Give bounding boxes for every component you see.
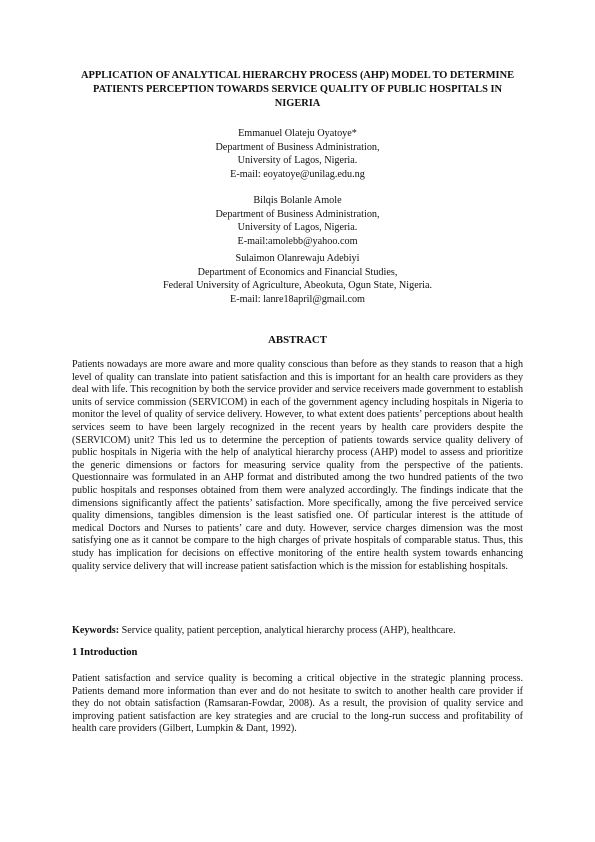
author-email: E-mail:amolebb@yahoo.com: [237, 235, 358, 247]
section-body-introduction: Patient satisfaction and service quality is becoming a critical objective in the strategic planning process. Patients demand more information than ever and do not hesitate to switch to another health care provider if they do not obtain satisfaction (Ramsaran-Fowdar, 2008). As a result, the provision of quality service and improving patient satisfaction are key strategies and are crucial to the long-run success and profitability of health care providers (Gilbert, Lumpkin & Dant, 1992).: [72, 673, 523, 735]
paper-title: APPLICATION OF ANALYTICAL HIERARCHY PROCESS (AHP) MODEL TO DETERMINE PATIENTS PERCEPTION TOWARDS SERVICE QUALITY OF PUBLIC HOSPITALS IN NIGERIA: [81, 70, 514, 109]
author-affiliation: Federal University of Agriculture, Abeokuta, Ogun State, Nigeria.: [162, 280, 433, 291]
author-block-2: [72, 194, 523, 248]
author-email: E-mail: eoyatoye@unilag.edu.ng: [230, 168, 365, 180]
author-affiliation: Department of Business Administration,: [215, 141, 380, 153]
keywords-text: Service quality, patient perception, analytical hierarchy process (AHP), healthcare.: [119, 625, 456, 636]
author-affiliation: University of Lagos, Nigeria.: [237, 155, 358, 166]
author-name: Emmanuel Olateju Oyatoye*: [238, 128, 357, 139]
author-affiliation: Department of Economics and Financial Studies,: [197, 266, 398, 278]
abstract-heading: ABSTRACT: [268, 334, 327, 346]
abstract-body: Patients nowadays are more aware and more quality conscious than before as they stands to reason that a high level of quality can translate into patient satisfaction and this is important for an health care providers as they deal with life. This recognition by both the service provider and service receivers made government to establish units of service commission (SERVICOM) in each of the government agency including hospitals in Nigeria to monitor the level of quality of service delivery. However, to what extent does patients’ perceptions about health services seem to have been largely recognized in the recent years by health care providers despite the (SERVICOM) unit? This led us to determine the perception of patients towards service quality delivery of public hospitals in Nigeria with the help of analytical hierarchy process (AHP) model to assess and prioritize the generic dimensions or factors for measuring service quality from the perspective of the patients. Questionnaire was formulated in an AHP format and distributed among the two hundred patients of the two public hospitals and responses obtained from them were analyzed accordingly. The findings indicate that the dimensions significantly affect the patients’ satisfaction. More specifically, among the five perceived service quality dimensions, tangibles dimension is the least satisfied one. Of particular interest is the attitude of medical Doctors and Nurses to patients’ care and duty. However, service charges dimension was the most satisfying one as it cannot be compare to the high charges of private hospitals of comparable status. Thus, this study has implication for decisions on effective monitoring of the entire health system towards enhancing quality service delivery that will increase patient satisfaction which is the mission for establishing hospitals.: [72, 359, 523, 572]
keywords-label: Keywords:: [72, 625, 120, 636]
author-block-1: [72, 127, 523, 181]
keywords-line: [72, 625, 523, 638]
section-heading-introduction: 1 Introduction: [72, 647, 138, 658]
author-block-3: [72, 252, 523, 306]
author-name: Bilqis Bolanle Amole: [253, 195, 342, 206]
author-affiliation: University of Lagos, Nigeria.: [237, 222, 358, 233]
author-name: Sulaimon Olanrewaju Adebiyi: [235, 253, 360, 264]
author-affiliation: Department of Business Administration,: [215, 208, 380, 220]
author-email: E-mail: lanre18april@gmail.com: [230, 293, 365, 305]
